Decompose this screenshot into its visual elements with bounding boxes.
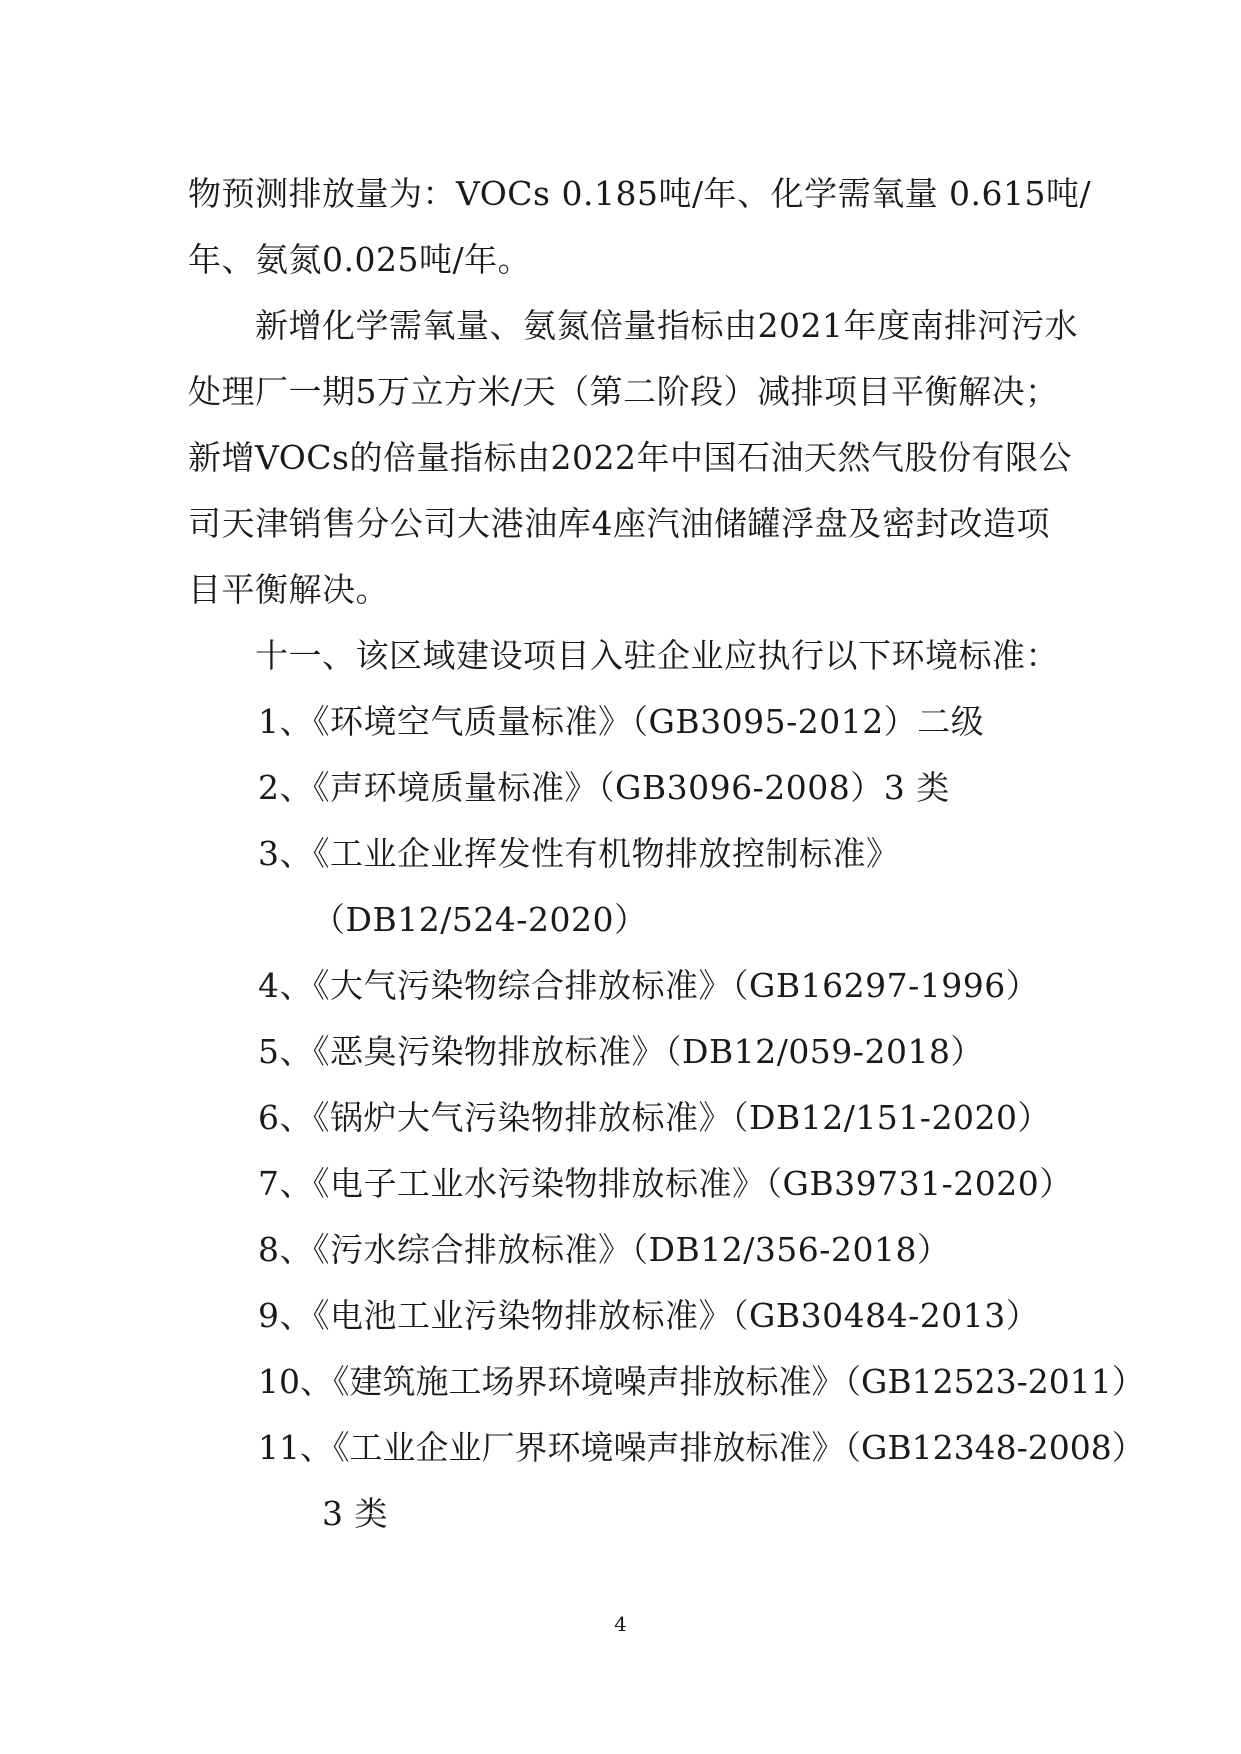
paragraph-2-line-4: 司天津销售分公司大港油库4座汽油储罐浮盘及密封改造项 bbox=[188, 504, 1050, 543]
standard-item-11-class: 3 类 bbox=[322, 1494, 388, 1533]
paragraph-1-line-2: 年、氨氮0.025吨/年。 bbox=[188, 240, 532, 279]
standard-item-8: 8、《污水综合排放标准》（DB12/356-2018） bbox=[258, 1230, 951, 1269]
standard-item-3: 3、《工业企业挥发性有机物排放控制标准》 bbox=[258, 834, 900, 873]
standard-item-2: 2、《声环境质量标准》（GB3096-2008）3 类 bbox=[258, 768, 950, 807]
paragraph-2-line-3: 新增VOCs的倍量指标由2022年中国石油天然气股份有限公 bbox=[188, 438, 1072, 477]
paragraph-2-line-5: 目平衡解决。 bbox=[188, 570, 389, 609]
standard-item-4: 4、《大气污染物综合排放标准》（GB16297-1996） bbox=[258, 966, 1040, 1005]
standard-item-7: 7、《电子工业水污染物排放标准》（GB39731-2020） bbox=[258, 1164, 1073, 1203]
page-number: 4 bbox=[614, 1612, 627, 1636]
standard-item-1: 1、《环境空气质量标准》（GB3095-2012）二级 bbox=[258, 702, 985, 741]
standard-item-11: 11、《工业企业厂界环境噪声排放标准》（GB12348-2008） bbox=[258, 1428, 1145, 1467]
standard-item-9: 9、《电池工业污染物排放标准》（GB30484-2013） bbox=[258, 1296, 1040, 1335]
section-heading: 十一、该区域建设项目入驻企业应执行以下环境标准： bbox=[255, 636, 1059, 675]
paragraph-2-line-1: 新增化学需氧量、氨氮倍量指标由2021年度南排河污水 bbox=[255, 306, 1078, 345]
standard-item-3-code: （DB12/524-2020） bbox=[312, 900, 648, 939]
paragraph-1-line-1: 物预测排放量为：VOCs 0.185吨/年、化学需氧量 0.615吨/ bbox=[188, 174, 1092, 213]
standard-item-10: 10、《建筑施工场界环境噪声排放标准》（GB12523-2011） bbox=[258, 1362, 1145, 1401]
paragraph-2-line-2: 处理厂一期5万立方米/天（第二阶段）减排项目平衡解决； bbox=[188, 372, 1059, 411]
standard-item-6: 6、《锅炉大气污染物排放标准》（DB12/151-2020） bbox=[258, 1098, 1051, 1137]
standard-item-5: 5、《恶臭污染物排放标准》（DB12/059-2018） bbox=[258, 1032, 984, 1071]
